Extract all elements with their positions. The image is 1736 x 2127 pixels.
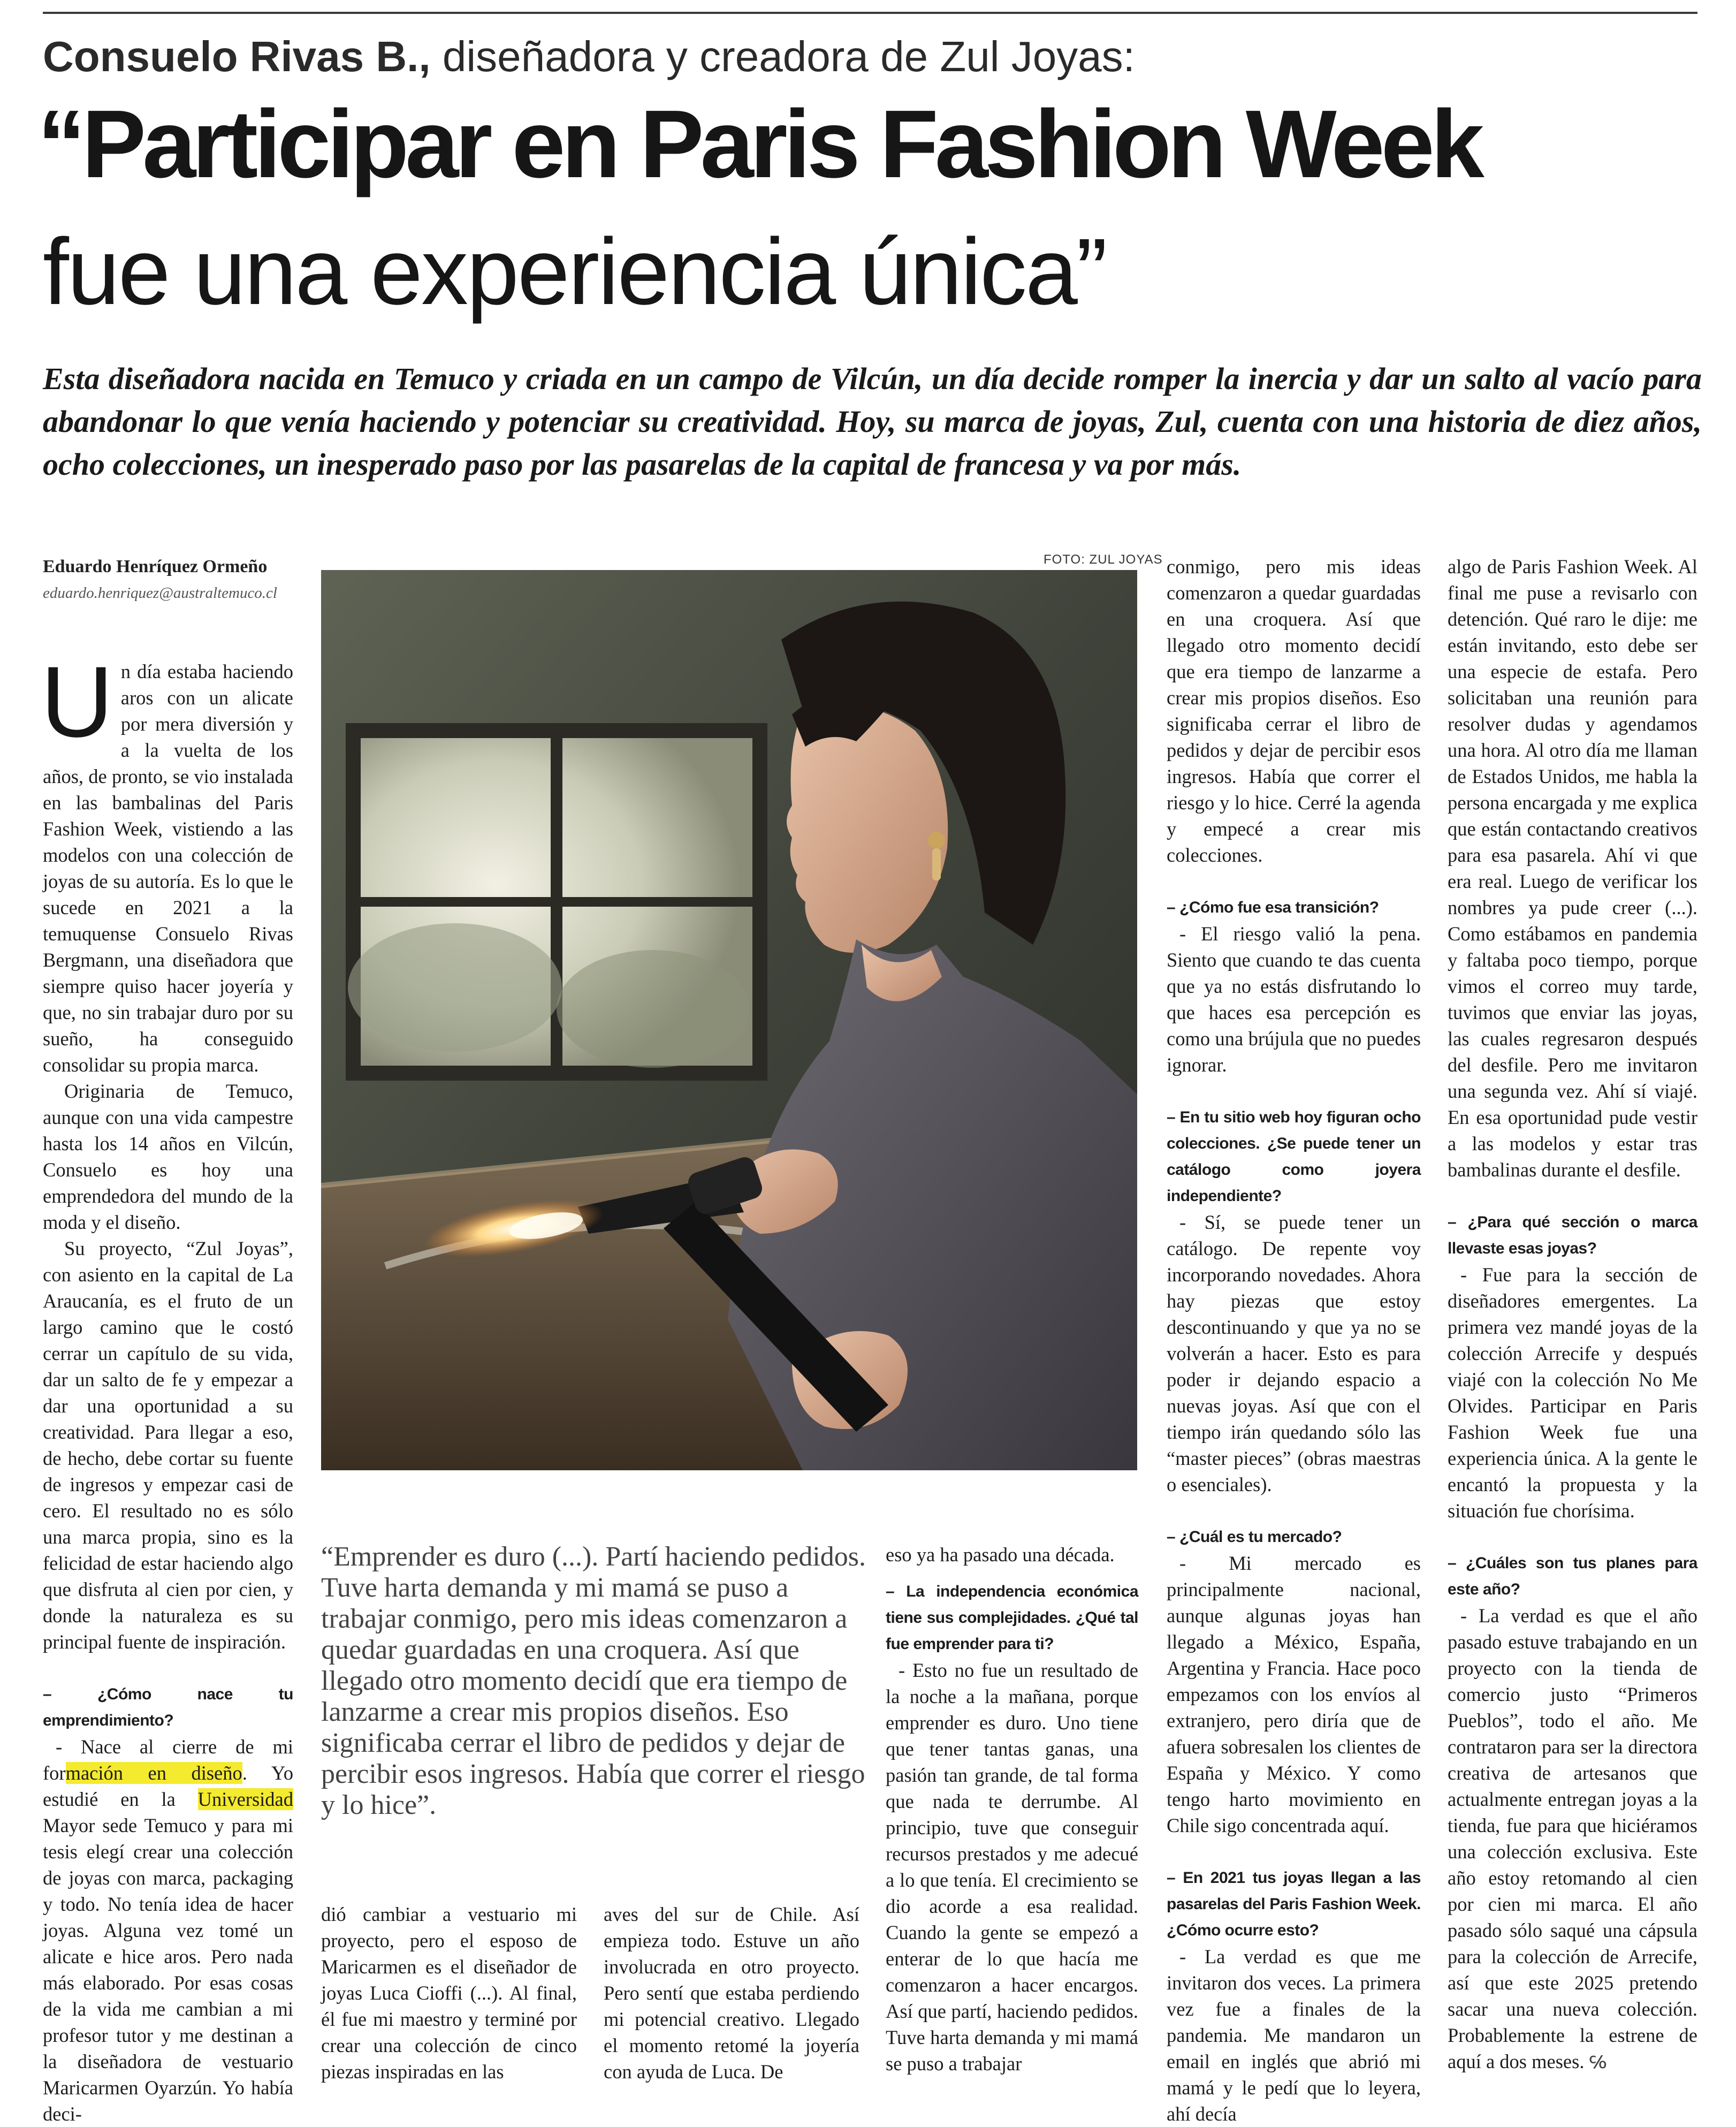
answer-7: - Fue para la sección de diseñadores emergentes. La primera vez mandé joyas de la colección Arrecife y después viajé con la colección No Me Olvides. Participar en Paris Fashion Week fue una experiencia única. A la gente le encantó la propuesta y la situación fue chorísima.: [1448, 1264, 1697, 1522]
column-2: [321, 1901, 577, 2085]
question-1: – ¿Cómo nace tu emprendimiento?: [43, 1685, 293, 1729]
photo-illustration: [321, 570, 1137, 1470]
column-6: [1448, 553, 1697, 2076]
column-1-intro: [41, 645, 293, 1078]
column-3: [604, 1901, 859, 2085]
answer-8: [1448, 1602, 1697, 2076]
question-8: – ¿Cuáles son tus planes para este año?: [1448, 1554, 1697, 1598]
kicker-name: Consuelo Rivas B.,: [43, 33, 431, 80]
answer-2: - Esto no fue un resultado de la noche a la mañana, porque emprender es duro. Uno tiene que tener tantas ganas, una pasión tan grande, de tal forma que nada te derrumbe. Al principio, tuve que conseguir recursos prestados y me adecué a lo que tenía. El crecimiento se dio acorde a esa realidad. Cuando la gente se empezó a enterar de lo que hacía me comenzaron a hacer encargos. Así que partí, haciendo pedidos. Tuve harta demanda y mi mamá se puso a trabajar: [886, 1659, 1138, 2075]
column-5-p1: conmigo, pero mis ideas comenzaron a quedar guardadas en una croquera. Así que llegado otro momento decidí que era tiempo de lanzarme a crear mis propios diseños. Eso significaba cerrar el libro de pedidos y dejar de percibir esos ingresos. Había que correr el riesgo y lo hice. Cerré la agenda y empecé a crear mis colecciones.: [1167, 556, 1421, 866]
column-2-text: dió cambiar a vestuario mi proyecto, pero el esposo de Maricarmen es el diseñador de joyas Luca Cioffi (...). Al final, él fue mi maestro y terminé por crear una colección de cinco piezas inspiradas en las: [321, 1903, 577, 2083]
question-4: – En tu sitio web hoy figuran ocho colecciones. ¿Se puede tener un catálogo como joyera independiente?: [1167, 1108, 1421, 1205]
answer-8-text: - La verdad es que el año pasado estuve trabajando en un proyecto con la tienda de comercio justo “Primeros Pueblos”, todo el año. Me contrataron para ser la directora creativa de artesanos que actualmente entregan joyas a la tienda, fue para que hiciéramos una colección exclusiva. Este año estoy retomando al cien por cien mi marca. El año pasado sólo saqué una cápsula para la colección de Arrecife, así que este 2025 pretendo sacar una nueva colección. Probablemente la estrene de aquí a dos meses.: [1448, 1605, 1697, 2072]
end-mark-icon: ℅: [1589, 2052, 1607, 2072]
question-5: – ¿Cuál es tu mercado?: [1167, 1528, 1342, 1546]
byline-author: Eduardo Henríquez Ormeño: [43, 557, 268, 576]
answer-1: [43, 1734, 293, 2127]
answer-4: - Sí, se puede tener un catálogo. De repente voy incorporando novedades. Ahora hay piezas que estoy descontinuando y que ya no se volverán a hacer. Esto es para poder ir dejando espacio a nuevas joyas. Así que con el tiempo irán quedando sólo las “master pieces” (obras maestras o esenciales).: [1167, 1211, 1421, 1495]
question-7: – ¿Para qué sección o marca llevaste esas joyas?: [1448, 1213, 1697, 1257]
answer-1-mid: . Yo estudié en la: [43, 1762, 293, 1810]
column-1: [41, 645, 293, 2127]
column-3-text: aves del sur de Chile. Así empieza todo. Estuve un año involucrada en otro proyecto. Pero sentí que estaba perdiendo mi potencial creativo. Llegado el momento retomé la joyería con ayuda de Luca. De: [604, 1903, 859, 2083]
highlight-formacion: mación en diseño: [65, 1762, 242, 1784]
question-3: – ¿Cómo fue esa transición?: [1167, 899, 1379, 916]
answer-1-rest: Mayor sede Temuco y para mi tesis elegí crear una colección de joyas con marca, packaging y todo. No tenía idea de hacer joyas. Alguna vez tomé un alicate e hice aros. Pero nada más elaborado. Por esas cosas de la vida me cambian a mi profesor tutor y me destinan a la diseñadora de vestuario Maricarmen Oyarzún. Yo había deci-: [43, 1814, 293, 2125]
byline-email: eduardo.henriquez@australtemuco.cl: [43, 584, 277, 602]
pull-quote: “Emprender es duro (...). Partí haciendo pedidos. Tuve harta demanda y mi mamá se puso a trabajar conmigo, pero mis ideas comenzaron a quedar guardadas en una croquera. Así que llegado otro momento decidí que era tiempo de lanzarme a crear mis propios diseños. Eso significaba cerrar el libro de pedidos y dejar de percibir esos ingresos. Había que correr el riesgo y lo hice”.: [321, 1541, 866, 1820]
column-4-top: eso ya ha pasado una década.: [886, 1544, 1115, 1566]
paragraph-origin: Originaria de Temuco, aunque con una vida campestre hasta los 14 años en Vilcún, Consuelo es hoy una emprendedora del mundo de la moda y el diseño.: [43, 1080, 293, 1233]
question-2: – La independencia económica tiene sus complejidades. ¿Qué tal fue emprender para ti?: [886, 1583, 1138, 1653]
answer-3: - El riesgo valió la pena. Siento que cuando te das cuenta que ya no estás disfrutando lo que haces esa percepción es como una brújula que no puedes ignorar.: [1167, 923, 1421, 1076]
kicker-role: diseñadora y creadora de Zul Joyas:: [430, 33, 1135, 80]
column-4: [886, 1541, 1138, 2077]
photo-credit: FOTO: ZUL JOYAS: [1044, 552, 1163, 567]
answer-1-start: - Nace al cierre de mi for: [43, 1736, 293, 1784]
answer-5: - Mi mercado es principalmente nacional, aunque algunas joyas han llegado a México, España, Argentina y Francia. Hace poco empezamos con los envíos al extranjero, pero diría que de afuera sobresalen los clientes de España y México. Y como tengo harto movimiento en Chile sigo concentrada aquí.: [1167, 1552, 1421, 1836]
column-5: [1167, 553, 1421, 2127]
dropcap: U: [41, 645, 113, 758]
intro-text: n día estaba haciendo aros con un alicate por mera diversión y a la vuelta de los años, de pronto, se vio instalada en las bambalinas del Paris Fashion Week, vistiendo a las modelos con una colección de joyas de su autoría. Es lo que le sucede en 2021 a la temuquense Consuelo Rivas Bergmann, una diseñadora que siempre quiso hacer joyería y que, no sin trabajar duro por su sueño, ha conseguido consolidar su propia marca.: [43, 660, 293, 1076]
answer-6: - La verdad es que me invitaron dos veces. La primera vez fue a finales de la pandemia. Me mandaron un email en inglés que abrió mi mamá y le pedí que lo leyera, ahí decía: [1167, 1946, 1421, 2125]
headline-line-1: “Participar en Paris Fashion Week: [37, 90, 1481, 198]
column-6-p1: algo de Paris Fashion Week. Al final me puse a revisarlo con detención. Qué raro le dije: me están invitando, esto debe ser una especie de estafa. Pero solicitaban una reunión para resolver dudas y agendamos una hora. Al otro día me llaman de Estados Unidos, me habla la persona encargada y me explica que están contactando creativos para esa pasarela. Ahí vi que era real. Luego de verificar los nombres ya pude creer (...). Como estábamos en pandemia y faltaba poco tiempo, porque vimos el correo muy tarde, tuvimos que enviar las joyas, las cuales regresaron después del desfile. Pero me invitaron una segunda vez. Ahí sí viajé. En esa oportunidad pude vestir a las modelos y estar tras bambalinas durante el desfile.: [1448, 556, 1697, 1181]
kicker: [43, 32, 1135, 81]
highlight-universidad: Universidad: [197, 1788, 293, 1810]
lead-paragraph: Esta diseñadora nacida en Temuco y criada en un campo de Vilcún, un día decide romper la inercia y dar un salto al vacío para abandonar lo que venía haciendo y potenciar su creatividad. Hoy, su marca de joyas, Zul, cuenta con una historia de diez años, ocho colecciones, un inesperado paso por las pasarelas de la capital de francesa y va por más.: [43, 361, 1702, 482]
article-photo: [321, 570, 1137, 1470]
question-6: – En 2021 tus joyas llegan a las pasarelas del Paris Fashion Week. ¿Cómo ocurre esto?: [1167, 1869, 1421, 1939]
top-rule: [43, 12, 1697, 14]
headline-line-2: fue una experiencia única”: [43, 219, 1106, 324]
paragraph-project: Su proyecto, “Zul Joyas”, con asiento en la capital de La Araucanía, es el fruto de un largo camino que le costó cerrar un capítulo de su vida, dar un salto de fe y empezar a dar una oportunidad a su creatividad. Para llegar a eso, de hecho, debe cortar su fuente de ingresos y empezar casi de cero. El resultado no es sólo una marca propia, sino es la felicidad de estar haciendo algo que disfruta al cien por cien, y donde la naturaleza es su principal fuente de inspiración.: [43, 1237, 293, 1653]
